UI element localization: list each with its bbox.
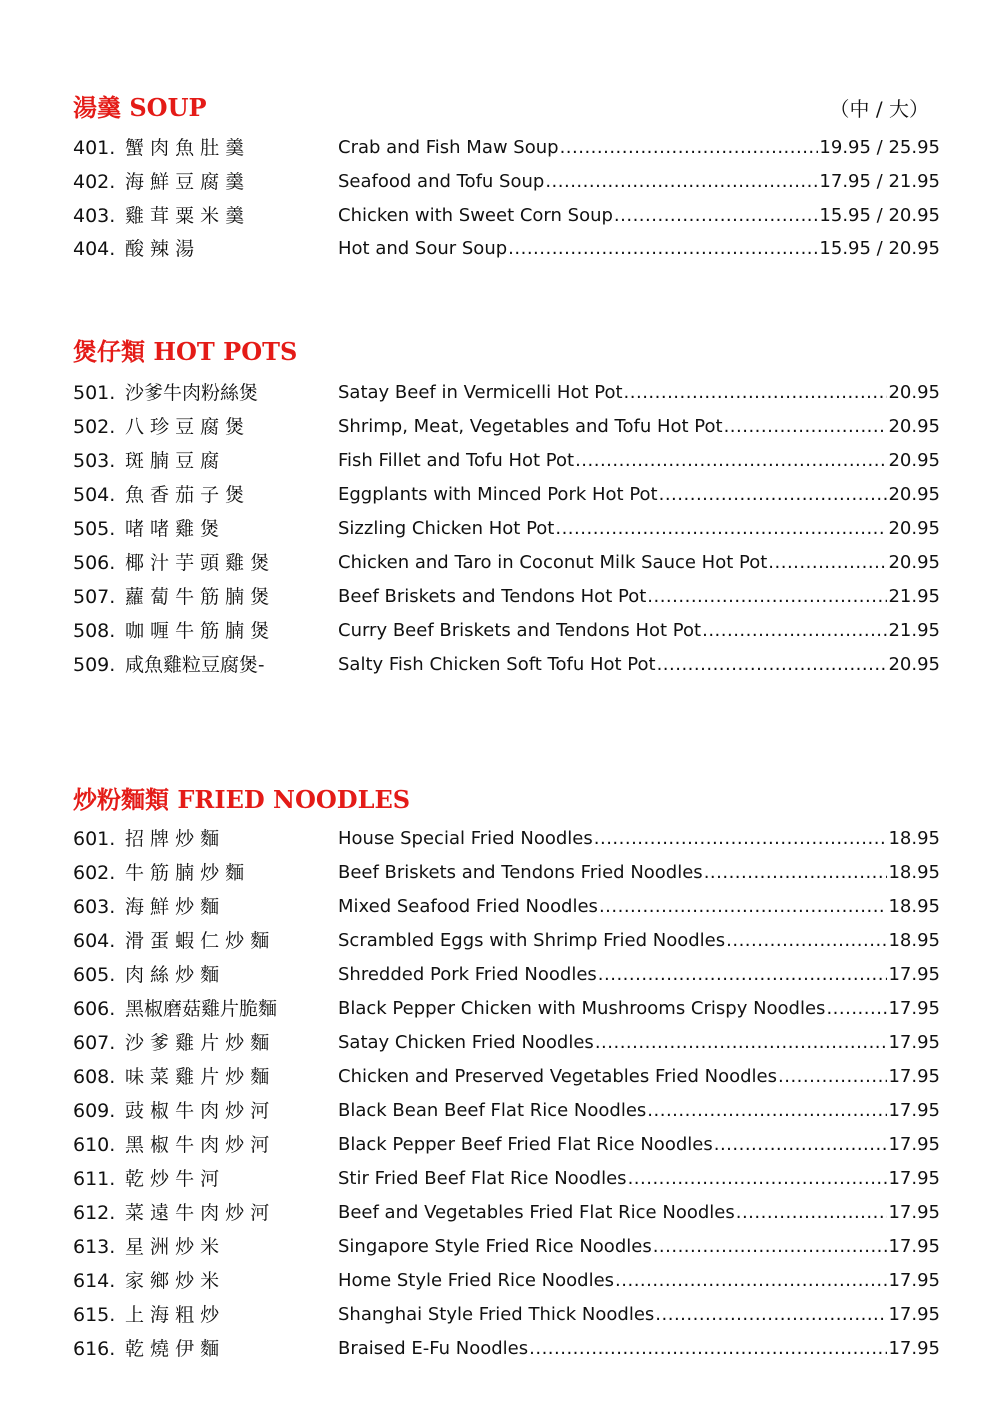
item-number: 602. <box>73 862 116 884</box>
item-english-name: Beef Briskets and Tendons Hot Pot <box>338 586 647 607</box>
item-english-name: Chicken and Preserved Vegetables Fried Noodles <box>338 1066 778 1087</box>
item-english-name: Shanghai Style Fried Thick Noodles <box>338 1304 655 1325</box>
item-number: 508. <box>73 620 116 642</box>
item-english-line <box>338 1200 940 1226</box>
section-title: 湯羹 SOUP <box>73 93 207 122</box>
menu-item <box>73 652 941 678</box>
dot-leader <box>595 1030 888 1056</box>
item-price: 15.95 / 20.95 <box>819 238 940 259</box>
item-number: 402. <box>73 171 116 193</box>
item-number: 504. <box>73 484 116 506</box>
item-english-line <box>338 516 940 542</box>
item-english-name: Crab and Fish Maw Soup <box>338 137 559 158</box>
item-price: 21.95 <box>888 586 940 607</box>
item-english-line <box>338 1268 940 1294</box>
item-english-name: Scrambled Eggs with Shrimp Fried Noodles <box>338 930 726 951</box>
item-english-name: Braised E-Fu Noodles <box>338 1338 529 1359</box>
item-number: 608. <box>73 1066 116 1088</box>
item-english-line <box>338 1302 940 1328</box>
menu-item <box>73 414 941 440</box>
dot-leader <box>614 203 819 229</box>
item-price: 15.95 / 20.95 <box>819 205 940 226</box>
item-price: 17.95 <box>888 1066 940 1087</box>
item-english-name: Beef and Vegetables Fried Flat Rice Noodles <box>338 1202 735 1223</box>
item-chinese-name: 沙 爹 雞 片 炒 麵 <box>125 1032 270 1054</box>
dot-leader <box>704 860 888 886</box>
item-price: 20.95 <box>888 484 940 505</box>
item-english-name: Home Style Fried Rice Noodles <box>338 1270 615 1291</box>
item-chinese-name: 黑 椒 牛 肉 炒 河 <box>125 1134 270 1156</box>
item-price: 17.95 <box>888 964 940 985</box>
item-english-name: Sizzling Chicken Hot Pot <box>338 518 555 539</box>
item-price: 17.95 <box>888 1134 940 1155</box>
dot-leader <box>657 652 888 678</box>
menu-item <box>73 894 941 920</box>
item-english-name: Black Pepper Chicken with Mushrooms Crispy Noodles <box>338 998 826 1019</box>
menu-item <box>73 380 941 406</box>
item-number: 404. <box>73 238 116 260</box>
dot-leader <box>714 1132 888 1158</box>
item-price: 20.95 <box>888 552 940 573</box>
item-chinese-name: 菜 遠 牛 肉 炒 河 <box>125 1202 270 1224</box>
item-chinese-name: 黑椒磨菇雞片脆麵 <box>125 998 278 1020</box>
menu-item <box>73 135 941 161</box>
item-english-line <box>338 1098 940 1124</box>
item-number: 606. <box>73 998 116 1020</box>
menu-item <box>73 1302 941 1328</box>
item-price: 17.95 <box>888 1304 940 1325</box>
menu-item <box>73 1064 941 1090</box>
item-english-line <box>338 1336 940 1362</box>
item-chinese-name: 沙爹牛肉粉絲煲 <box>125 382 259 404</box>
dot-leader <box>508 236 818 262</box>
dot-leader <box>647 1098 887 1124</box>
item-price: 18.95 <box>888 896 940 917</box>
dot-leader <box>736 1200 888 1226</box>
menu-item <box>73 1030 941 1056</box>
menu-item <box>73 1098 941 1124</box>
dot-leader <box>598 962 888 988</box>
dot-leader <box>778 1064 887 1090</box>
menu-item <box>73 962 941 988</box>
item-english-line <box>338 482 940 508</box>
item-english-line <box>338 652 940 678</box>
item-chinese-name: 海 鮮 豆 腐 羹 <box>125 171 245 193</box>
item-number: 501. <box>73 382 116 404</box>
item-price: 17.95 / 21.95 <box>819 171 940 192</box>
item-price: 18.95 <box>888 828 940 849</box>
item-chinese-name: 滑 蛋 蝦 仁 炒 麵 <box>125 930 270 952</box>
item-chinese-name: 味 菜 雞 片 炒 麵 <box>125 1066 270 1088</box>
item-chinese-name: 海 鮮 炒 麵 <box>125 896 220 918</box>
item-price: 17.95 <box>888 1168 940 1189</box>
item-number: 505. <box>73 518 116 540</box>
item-english-line <box>338 860 940 886</box>
item-number: 503. <box>73 450 116 472</box>
item-english-name: Mixed Seafood Fried Noodles <box>338 896 598 917</box>
dot-leader <box>599 894 888 920</box>
menu-item <box>73 584 941 610</box>
item-english-line <box>338 928 940 954</box>
item-price: 20.95 <box>888 416 940 437</box>
dot-leader <box>647 584 887 610</box>
item-chinese-name: 酸 辣 湯 <box>125 238 195 260</box>
item-english-line <box>338 236 940 262</box>
item-number: 506. <box>73 552 116 574</box>
item-chinese-name: 咖 喱 牛 筋 腩 煲 <box>125 620 270 642</box>
item-english-name: Salty Fish Chicken Soft Tofu Hot Pot <box>338 654 656 675</box>
item-number: 502. <box>73 416 116 438</box>
item-english-line <box>338 996 940 1022</box>
item-number: 615. <box>73 1304 116 1326</box>
dot-leader <box>529 1336 887 1362</box>
item-price: 20.95 <box>888 450 940 471</box>
dot-leader <box>560 135 819 161</box>
item-english-name: Satay Chicken Fried Noodles <box>338 1032 594 1053</box>
item-english-line <box>338 203 940 229</box>
item-price: 21.95 <box>888 620 940 641</box>
item-price: 20.95 <box>888 518 940 539</box>
item-chinese-name: 啫 啫 雞 煲 <box>125 518 220 540</box>
item-chinese-name: 斑 腩 豆 腐 <box>125 450 220 472</box>
menu-item <box>73 169 941 195</box>
item-number: 403. <box>73 205 116 227</box>
item-english-line <box>338 169 940 195</box>
item-english-line <box>338 1030 940 1056</box>
item-number: 601. <box>73 828 116 850</box>
menu-item <box>73 860 941 886</box>
menu-item <box>73 928 941 954</box>
dot-leader <box>594 826 888 852</box>
dot-leader <box>826 996 887 1022</box>
item-english-name: Stir Fried Beef Flat Rice Noodles <box>338 1168 627 1189</box>
menu-item <box>73 1268 941 1294</box>
item-price: 17.95 <box>888 1270 940 1291</box>
menu-item <box>73 550 941 576</box>
menu-item <box>73 1336 941 1362</box>
menu-item <box>73 996 941 1022</box>
item-english-name: Chicken and Taro in Coconut Milk Sauce Hot Pot <box>338 552 768 573</box>
item-number: 613. <box>73 1236 116 1258</box>
item-english-name: Shrimp, Meat, Vegetables and Tofu Hot Pot <box>338 416 723 437</box>
item-price: 20.95 <box>888 654 940 675</box>
item-chinese-name: 乾 燒 伊 麵 <box>125 1338 220 1360</box>
item-english-name: Shredded Pork Fried Noodles <box>338 964 597 985</box>
item-price: 17.95 <box>888 1100 940 1121</box>
item-english-name: Curry Beef Briskets and Tendons Hot Pot <box>338 620 702 641</box>
dot-leader <box>628 1166 888 1192</box>
item-english-name: Eggplants with Minced Pork Hot Pot <box>338 484 658 505</box>
item-chinese-name: 上 海 粗 炒 <box>125 1304 220 1326</box>
item-price: 17.95 <box>888 1032 940 1053</box>
item-chinese-name: 牛 筋 腩 炒 麵 <box>125 862 245 884</box>
item-english-name: Singapore Style Fried Rice Noodles <box>338 1236 652 1257</box>
item-english-name: Seafood and Tofu Soup <box>338 171 545 192</box>
dot-leader <box>702 618 887 644</box>
section-title: 煲仔類 HOT POTS <box>73 337 298 366</box>
item-chinese-name: 椰 汁 芋 頭 雞 煲 <box>125 552 270 574</box>
dot-leader <box>575 448 887 474</box>
item-chinese-name: 咸魚雞粒豆腐煲- <box>125 654 265 676</box>
item-english-name: Beef Briskets and Tendons Fried Noodles <box>338 862 703 883</box>
item-number: 610. <box>73 1134 116 1156</box>
item-price: 17.95 <box>888 1202 940 1223</box>
item-english-name: Satay Beef in Vermicelli Hot Pot <box>338 382 623 403</box>
item-chinese-name: 魚 香 茄 子 煲 <box>125 484 245 506</box>
item-english-name: Fish Fillet and Tofu Hot Pot <box>338 450 575 471</box>
dot-leader <box>545 169 818 195</box>
item-english-line <box>338 826 940 852</box>
item-english-line <box>338 894 940 920</box>
item-price: 18.95 <box>888 862 940 883</box>
item-english-name: Hot and Sour Soup <box>338 238 508 259</box>
item-chinese-name: 肉 絲 炒 麵 <box>125 964 220 986</box>
item-english-name: Chicken with Sweet Corn Soup <box>338 205 613 226</box>
item-chinese-name: 蟹 肉 魚 肚 羹 <box>125 137 245 159</box>
item-chinese-name: 乾 炒 牛 河 <box>125 1168 220 1190</box>
item-price: 18.95 <box>888 930 940 951</box>
item-number: 605. <box>73 964 116 986</box>
item-chinese-name: 家 鄉 炒 米 <box>125 1270 220 1292</box>
item-chinese-name: 八 珍 豆 腐 煲 <box>125 416 245 438</box>
item-english-line <box>338 380 940 406</box>
item-number: 609. <box>73 1100 116 1122</box>
item-english-name: Black Pepper Beef Fried Flat Rice Noodles <box>338 1134 713 1155</box>
item-english-line <box>338 962 940 988</box>
item-english-name: House Special Fried Noodles <box>338 828 593 849</box>
item-price: 17.95 <box>888 998 940 1019</box>
menu-item <box>73 826 941 852</box>
item-number: 607. <box>73 1032 116 1054</box>
item-english-line <box>338 135 940 161</box>
item-chinese-name: 星 洲 炒 米 <box>125 1236 220 1258</box>
menu-item <box>73 1200 941 1226</box>
dot-leader <box>726 928 887 954</box>
item-number: 611. <box>73 1168 116 1190</box>
item-chinese-name: 雞 茸 粟 米 羹 <box>125 205 245 227</box>
menu-item <box>73 203 941 229</box>
dot-leader <box>653 1234 888 1260</box>
item-english-line <box>338 1132 940 1158</box>
menu-item <box>73 448 941 474</box>
item-number: 614. <box>73 1270 116 1292</box>
item-number: 616. <box>73 1338 116 1360</box>
item-english-line <box>338 1064 940 1090</box>
menu-item <box>73 516 941 542</box>
item-english-line <box>338 1166 940 1192</box>
menu-item <box>73 618 941 644</box>
item-number: 603. <box>73 896 116 918</box>
dot-leader <box>659 482 888 508</box>
item-english-line <box>338 448 940 474</box>
dot-leader <box>555 516 887 542</box>
item-english-line <box>338 618 940 644</box>
item-english-line <box>338 1234 940 1260</box>
dot-leader <box>724 414 888 440</box>
item-number: 612. <box>73 1202 116 1224</box>
menu-item <box>73 482 941 508</box>
dot-leader <box>615 1268 887 1294</box>
item-number: 604. <box>73 930 116 952</box>
item-chinese-name: 豉 椒 牛 肉 炒 河 <box>125 1100 270 1122</box>
item-number: 509. <box>73 654 116 676</box>
menu-item <box>73 1166 941 1192</box>
item-chinese-name: 招 牌 炒 麵 <box>125 828 220 850</box>
item-number: 401. <box>73 137 116 159</box>
item-price: 17.95 <box>888 1236 940 1257</box>
size-note: （中 / 大） <box>829 97 929 121</box>
item-price: 19.95 / 25.95 <box>819 137 940 158</box>
item-english-name: Black Bean Beef Flat Rice Noodles <box>338 1100 647 1121</box>
item-english-line <box>338 414 940 440</box>
menu-item <box>73 1234 941 1260</box>
item-number: 507. <box>73 586 116 608</box>
item-english-line <box>338 550 940 576</box>
menu-item <box>73 1132 941 1158</box>
dot-leader <box>768 550 887 576</box>
item-price: 20.95 <box>888 382 940 403</box>
dot-leader <box>624 380 888 406</box>
dot-leader <box>655 1302 887 1328</box>
menu-item <box>73 236 941 262</box>
item-price: 17.95 <box>888 1338 940 1359</box>
item-chinese-name: 蘿 蔔 牛 筋 腩 煲 <box>125 586 270 608</box>
section-title: 炒粉麵類 FRIED NOODLES <box>73 785 411 814</box>
item-english-line <box>338 584 940 610</box>
